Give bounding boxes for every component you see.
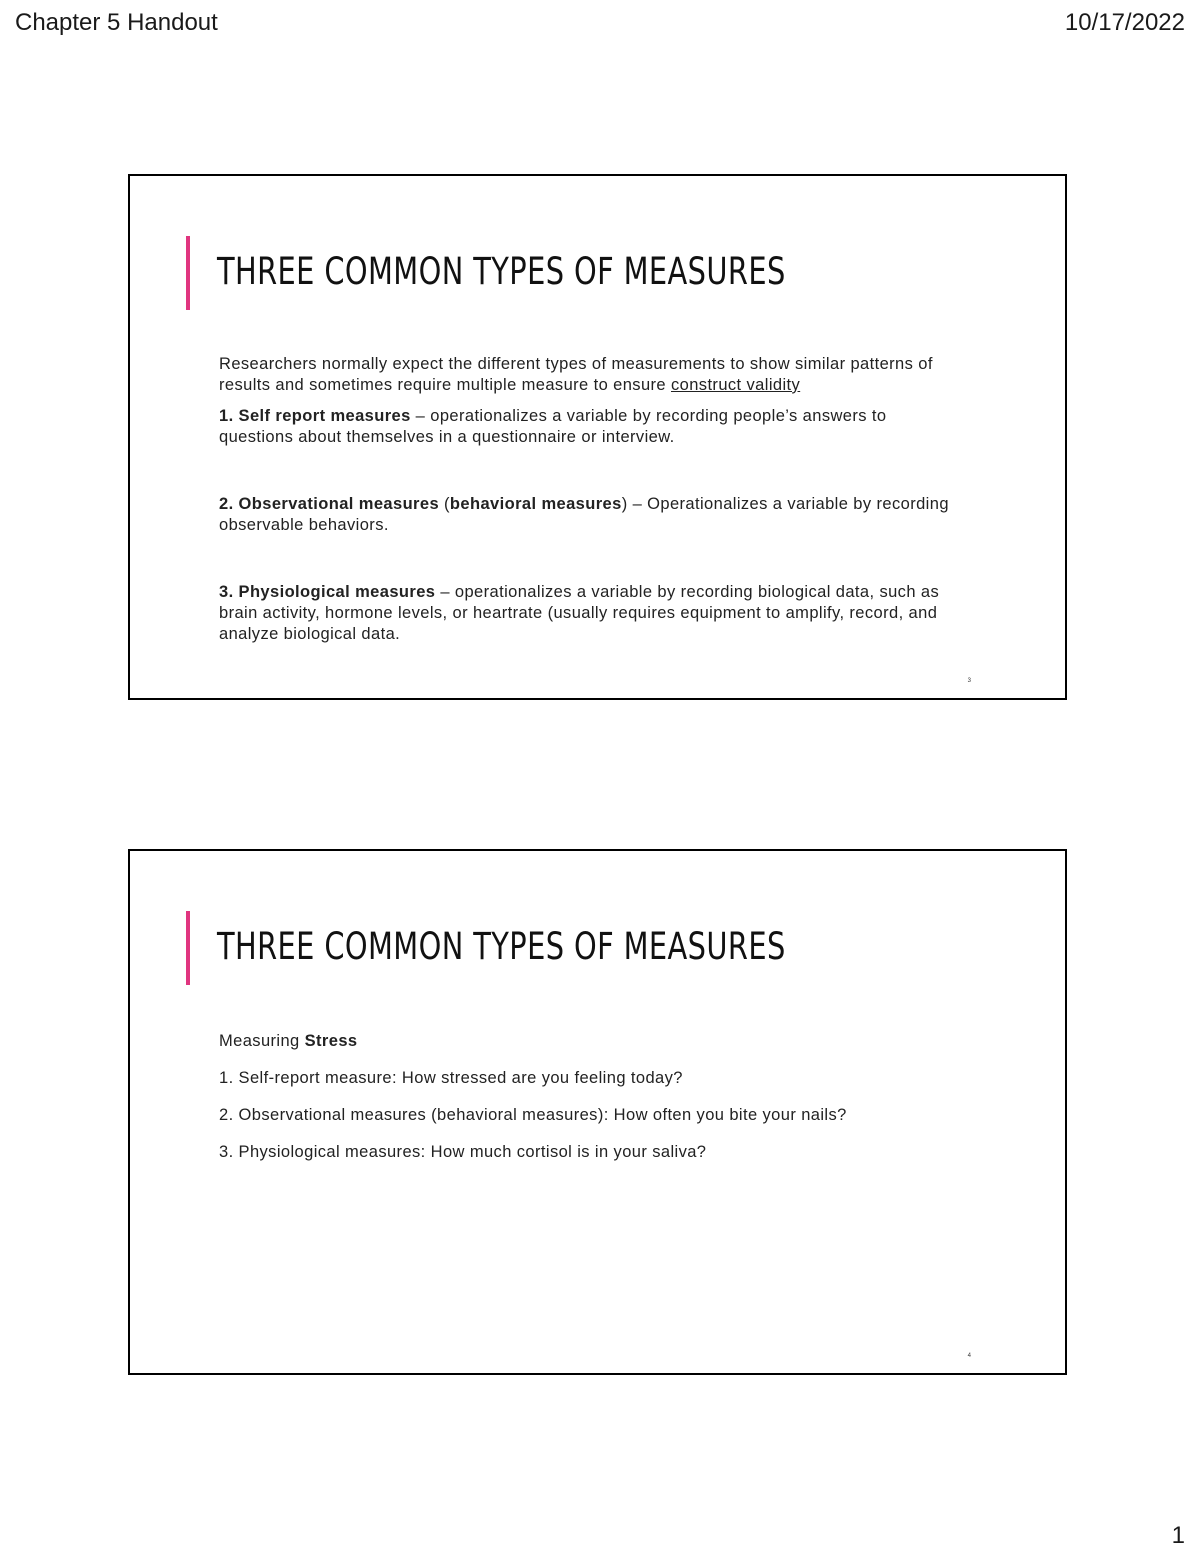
title-accent-bar xyxy=(186,911,190,985)
slide-number: 4 xyxy=(967,1353,971,1359)
handout-date: 10/17/2022 xyxy=(1064,9,1185,36)
measure-item-self-report xyxy=(219,406,964,448)
measure-term: 3. Physiological measures xyxy=(219,583,436,601)
lead-line xyxy=(219,1031,964,1052)
slide-4 xyxy=(128,849,1067,1375)
slide-number: 3 xyxy=(967,678,971,684)
slide-3 xyxy=(128,174,1067,700)
measure-term: 2. Observational measures xyxy=(219,495,440,513)
measure-paren-open: ( xyxy=(439,495,450,513)
measure-term: 1. Self report measures xyxy=(219,407,411,425)
measure-definition: – operationalizes a variable by recording biological data, such as brain activity, hormone levels, or heartrate (usually requires equipment to amplify, record, and analyze biological data. xyxy=(219,583,940,643)
slide-body xyxy=(219,1031,964,1179)
handout-title: Chapter 5 Handout xyxy=(15,9,218,36)
construct-validity-link[interactable]: construct validity xyxy=(671,376,801,394)
measure-item-physiological xyxy=(219,582,964,645)
measure-item-observational xyxy=(219,494,964,536)
example-line: 1. Self-report measure: How stressed are you feeling today? xyxy=(219,1069,683,1087)
example-line: 2. Observational measures (behavioral measures): How often you bite your nails? xyxy=(219,1106,847,1124)
measure-definition: ) – Operationalizes a variable by recording observable behaviors. xyxy=(219,495,949,534)
intro-paragraph xyxy=(219,354,964,396)
slide-title: THREE COMMON TYPES OF MEASURES xyxy=(217,250,786,293)
lead-text: Measuring xyxy=(219,1032,305,1050)
example-line: 3. Physiological measures: How much cortisol is in your saliva? xyxy=(219,1143,707,1161)
slide-body xyxy=(219,354,964,645)
page-number: 1 xyxy=(1171,1522,1185,1549)
title-accent-bar xyxy=(186,236,190,310)
slide-title: THREE COMMON TYPES OF MEASURES xyxy=(217,925,786,968)
measure-alt-term: behavioral measures xyxy=(449,495,622,513)
measure-definition: – operationalizes a variable by recording people’s answers to questions about themselves in a questionnaire or interview. xyxy=(219,407,887,446)
intro-text: Researchers normally expect the different types of measurements to show similar patterns of results and sometimes require multiple measure to ensure xyxy=(219,355,933,394)
lead-term: Stress xyxy=(304,1032,358,1050)
